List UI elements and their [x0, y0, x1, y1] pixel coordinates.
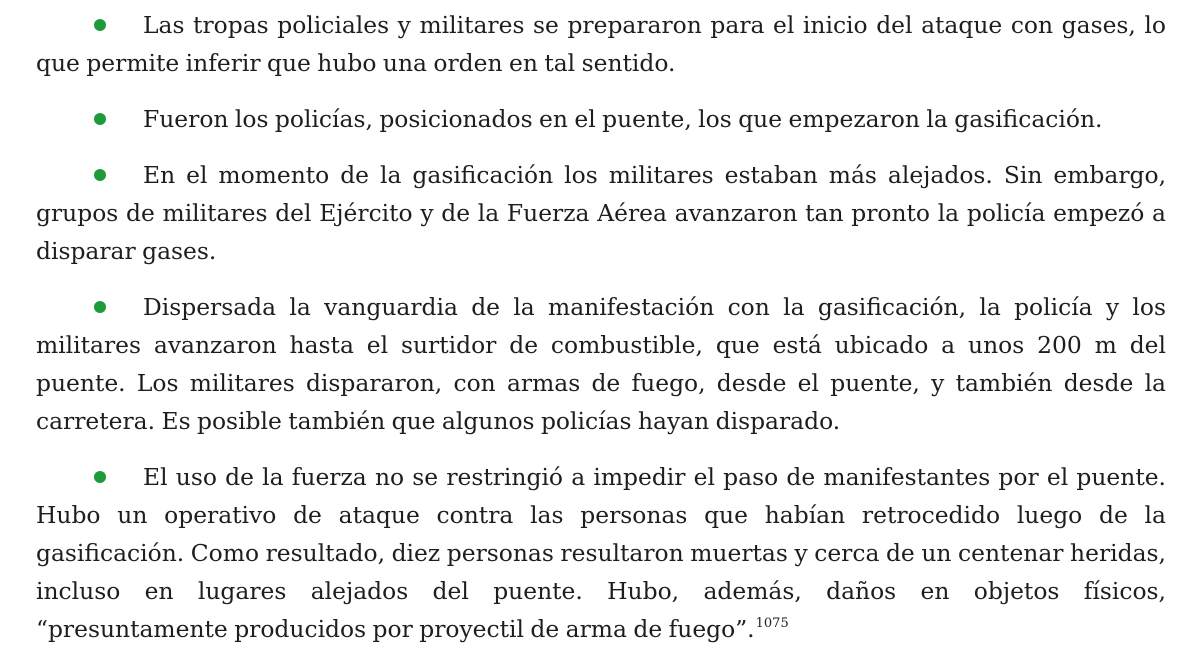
bullet-item: [36, 288, 1166, 440]
bullet-text: Dispersada la vanguardia de la manifestación con la gasificación, la policía y los militares avanzaron hasta el surtidor de combustible, que está ubicado a unos 200 m del puente. Los militares dispararon, con armas de fuego, desde el puente, y también desde la carretera. Es posible también que algunos policías hayan disparado.: [36, 293, 1166, 435]
document-body: [36, 6, 1166, 648]
bullet-dot-icon: [94, 169, 106, 181]
bullet-dot-icon: [94, 471, 106, 483]
bullet-dot-icon: [94, 113, 106, 125]
bullet-item: [36, 156, 1166, 270]
bullet-item: [36, 6, 1166, 82]
bullet-text: El uso de la fuerza no se restringió a impedir el paso de manifestantes por el puente. Hubo un operativo de ataque contra las personas que habían retrocedido luego de la gasificación. Como resultado, diez personas resultaron muertas y cerca de un centenar heridas, incluso en lugares alejados del puente. Hubo, además, daños en objetos físicos, “presuntamente producidos por proyectil de arma de fuego”.: [36, 463, 1166, 643]
bullet-text: En el momento de la gasificación los militares estaban más alejados. Sin embargo, grupos de militares del Ejército y de la Fuerza Aérea avanzaron tan pronto la policía empezó a disparar gases.: [36, 161, 1166, 265]
bullet-item: [36, 100, 1166, 138]
footnote-reference: 1075: [755, 616, 789, 631]
bullet-text: Fueron los policías, posicionados en el puente, los que empezaron la gasificación.: [143, 105, 1103, 133]
bullet-dot-icon: [94, 19, 106, 31]
bullet-text: Las tropas policiales y militares se prepararon para el inicio del ataque con gases, lo que permite inferir que hubo una orden en tal sentido.: [36, 11, 1166, 77]
bullet-item: [36, 458, 1166, 648]
bullet-dot-icon: [94, 301, 106, 313]
